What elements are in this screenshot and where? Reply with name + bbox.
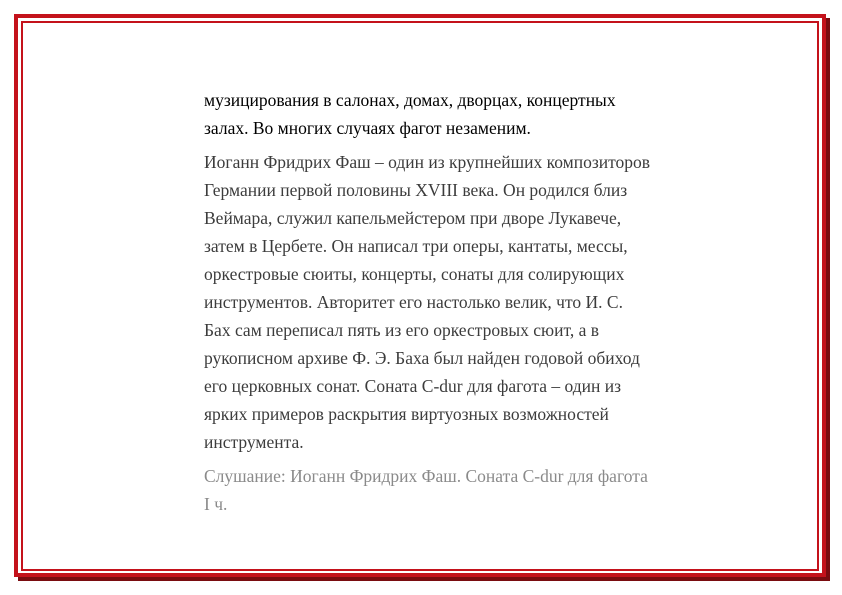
paragraph-listening: Слушание: Иоганн Фридрих Фаш. Соната С-dur для фагота I ч. [204, 466, 648, 514]
slide-text-body [204, 86, 724, 524]
frame-shadow-right [826, 18, 830, 581]
paragraph-fasch-biography: Иоганн Фридрих Фаш – один из крупнейших композиторов Германии первой половины XVIII века. Он родился близ Веймара, служил капельмейстером при дворе Лукавече, затем в Цербете. Он написал три оперы, кантаты, мессы, оркестровые сюиты, концерты, сонаты для солирующих инструментов. Авторитет его настолько велик, что И. С. Бах сам переписал пять из его оркестровых сюит, а в рукописном архиве Ф. Э. Баха был найден годовой обиход его церковных сонат. Соната С-dur для фагота – один из ярких примеров раскрытия виртуозных возможностей инструмента. [204, 152, 651, 452]
frame-shadow-bottom [18, 577, 830, 581]
paragraph-continuation: музицирования в салонах, домах, дворцах, концертных залах. Во многих случаях фагот незаменим. [204, 90, 616, 138]
